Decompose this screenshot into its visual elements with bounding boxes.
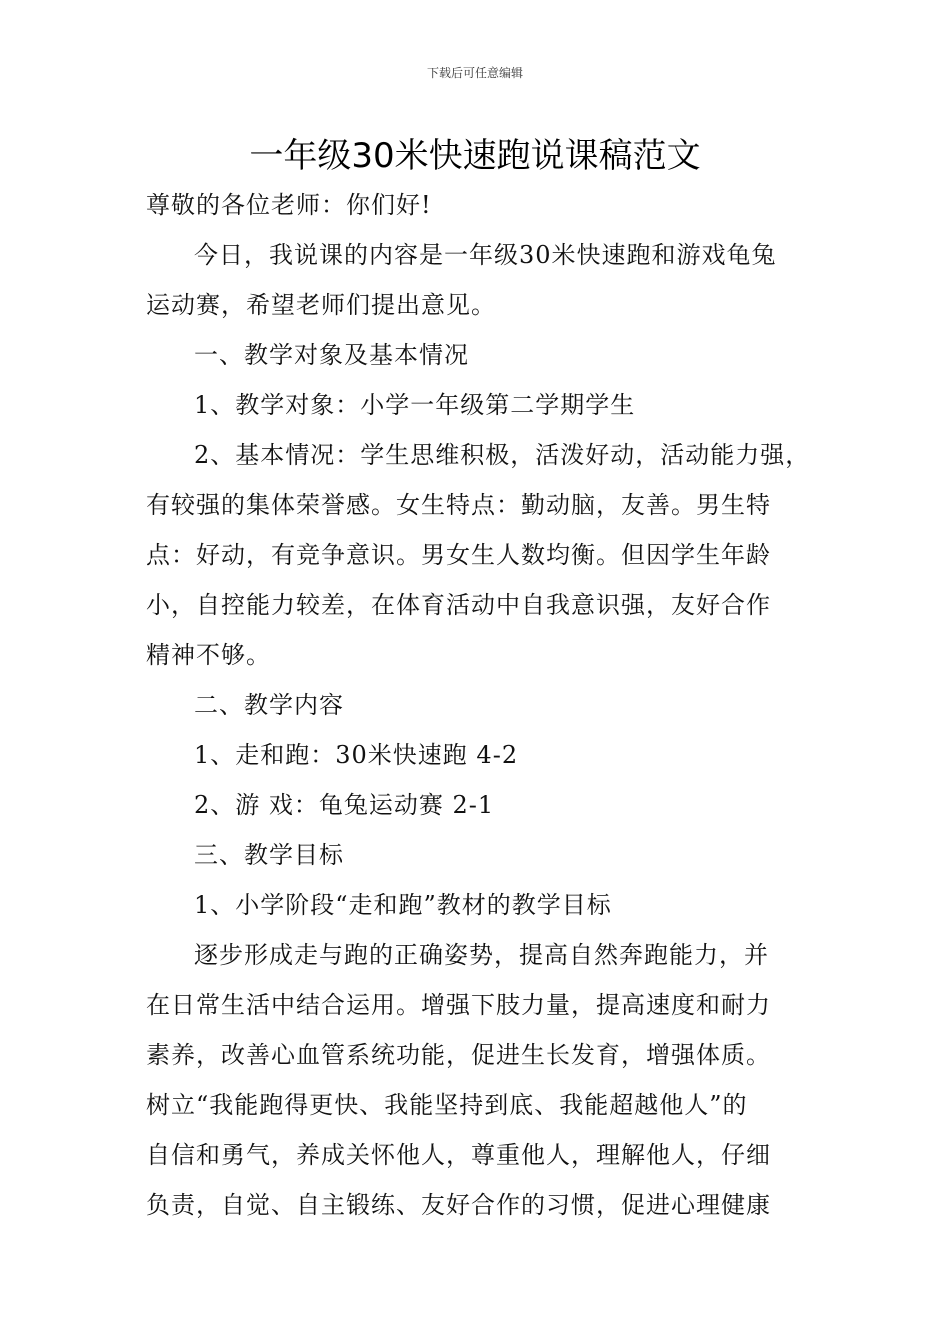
paragraph-line: 运动赛，希望老师们提出意见。 [146, 291, 496, 319]
paragraph-line: 树立“我能跑得更快、我能坚持到底、我能超越他人”的 [146, 1091, 748, 1119]
document-body [146, 180, 826, 1230]
section-heading: 一、教学对象及基本情况 [194, 341, 469, 369]
greeting-line: 尊敬的各位老师：你们好! [146, 191, 432, 219]
paragraph-line: 小，自控能力较差，在体育活动中自我意识强，友好合作 [146, 591, 771, 619]
section-heading: 二、教学内容 [194, 691, 344, 719]
document-title: 一年级30米快速跑说课稿范文 [249, 136, 701, 176]
paragraph-line: 自信和勇气，养成关怀他人，尊重他人，理解他人，仔细 [146, 1141, 771, 1169]
paragraph-line: 负责，自觉、自主锻练、友好合作的习惯，促进心理健康 [146, 1191, 771, 1219]
paragraph-line: 1、教学对象：小学一年级第二学期学生 [194, 391, 636, 419]
paragraph-line: 精神不够。 [146, 641, 271, 669]
paragraph-line: 2、基本情况：学生思维积极，活泼好动，活动能力强， [194, 441, 811, 469]
paragraph-line: 素养，改善心血管系统功能，促进生长发育，增强体质。 [146, 1041, 771, 1069]
paragraph-line: 逐步形成走与跑的正确姿势，提高自然奔跑能力，并 [194, 941, 769, 969]
paragraph-line: 有较强的集体荣誉感。女生特点：勤动脑，友善。男生特 [146, 491, 771, 519]
paragraph-line: 1、小学阶段“走和跑”教材的教学目标 [194, 891, 612, 919]
paragraph-line: 1、走和跑：30米快速跑 4-2 [194, 741, 519, 769]
section-heading: 三、教学目标 [194, 841, 344, 869]
paragraph-line: 点：好动，有竞争意识。男女生人数均衡。但因学生年龄 [146, 541, 771, 569]
header-note: 下载后可任意编辑 [426, 66, 523, 80]
paragraph-line: 今日，我说课的内容是一年级30米快速跑和游戏龟兔 [194, 241, 777, 269]
paragraph-line: 在日常生活中结合运用。增强下肢力量，提高速度和耐力 [146, 991, 771, 1019]
paragraph-line: 2、游 戏：龟兔运动赛 2-1 [194, 791, 495, 819]
